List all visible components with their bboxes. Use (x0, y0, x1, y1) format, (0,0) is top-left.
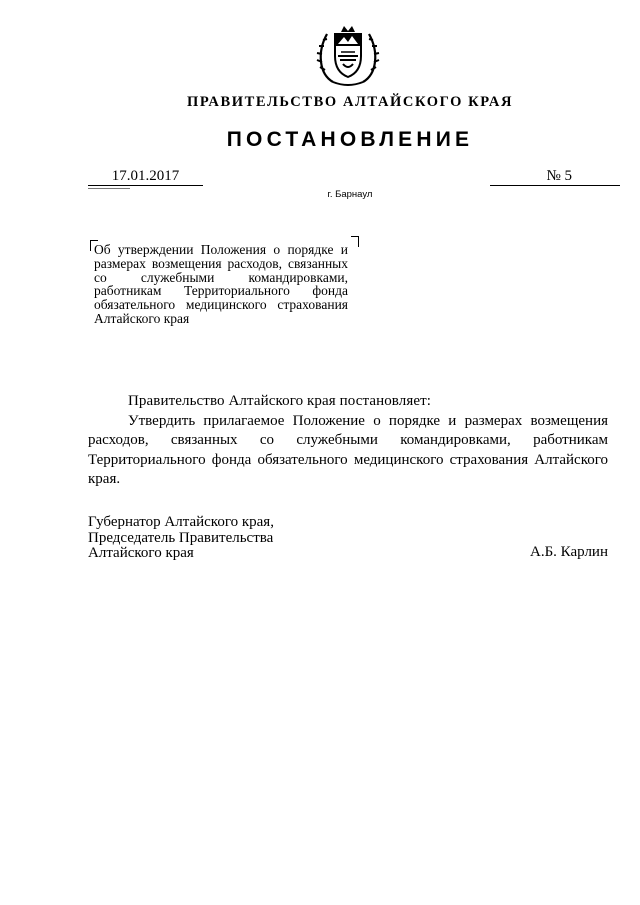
resolution-preamble: Правительство Алтайского края постановляет: (128, 393, 432, 409)
date-field (88, 168, 203, 189)
document-number: № 5 (546, 168, 572, 184)
signer-position-line: Алтайского края (88, 545, 194, 561)
signer-position-line: Губернатор Алтайского края, (88, 514, 274, 530)
government-title: ПРАВИТЕЛЬСТВО АЛТАЙСКОГО КРАЯ (186, 94, 514, 110)
signer-position (88, 515, 388, 562)
document-date: 17.01.2017 (111, 168, 180, 184)
date-underline (88, 185, 203, 186)
number-underline (490, 185, 620, 186)
document-body (88, 392, 608, 490)
subject-corner-right (351, 236, 359, 247)
document-subject: Об утверждении Положения о порядке и размерах возмещения расходов, связанных со служебными командировками, работникам Территориального фонда обязательного медицинского страхования Алтайского края (94, 242, 348, 326)
document-type-heading: ПОСТАНОВЛЕНИЕ (226, 128, 474, 151)
coat-of-arms-icon (313, 22, 383, 88)
signer-position-line: Председатель Правительства (88, 529, 274, 546)
number-field (490, 168, 620, 186)
signer-name: А.Б. Карлин (529, 544, 608, 560)
resolution-decision: Утвердить прилагаемое Положение о порядке и размерах возмещения расходов, связанных со служебными командировками, работникам Территориального фонда обязательного медицинского страхования Алтайского края. (88, 412, 608, 487)
city-label: г. Барнаул (327, 189, 373, 200)
